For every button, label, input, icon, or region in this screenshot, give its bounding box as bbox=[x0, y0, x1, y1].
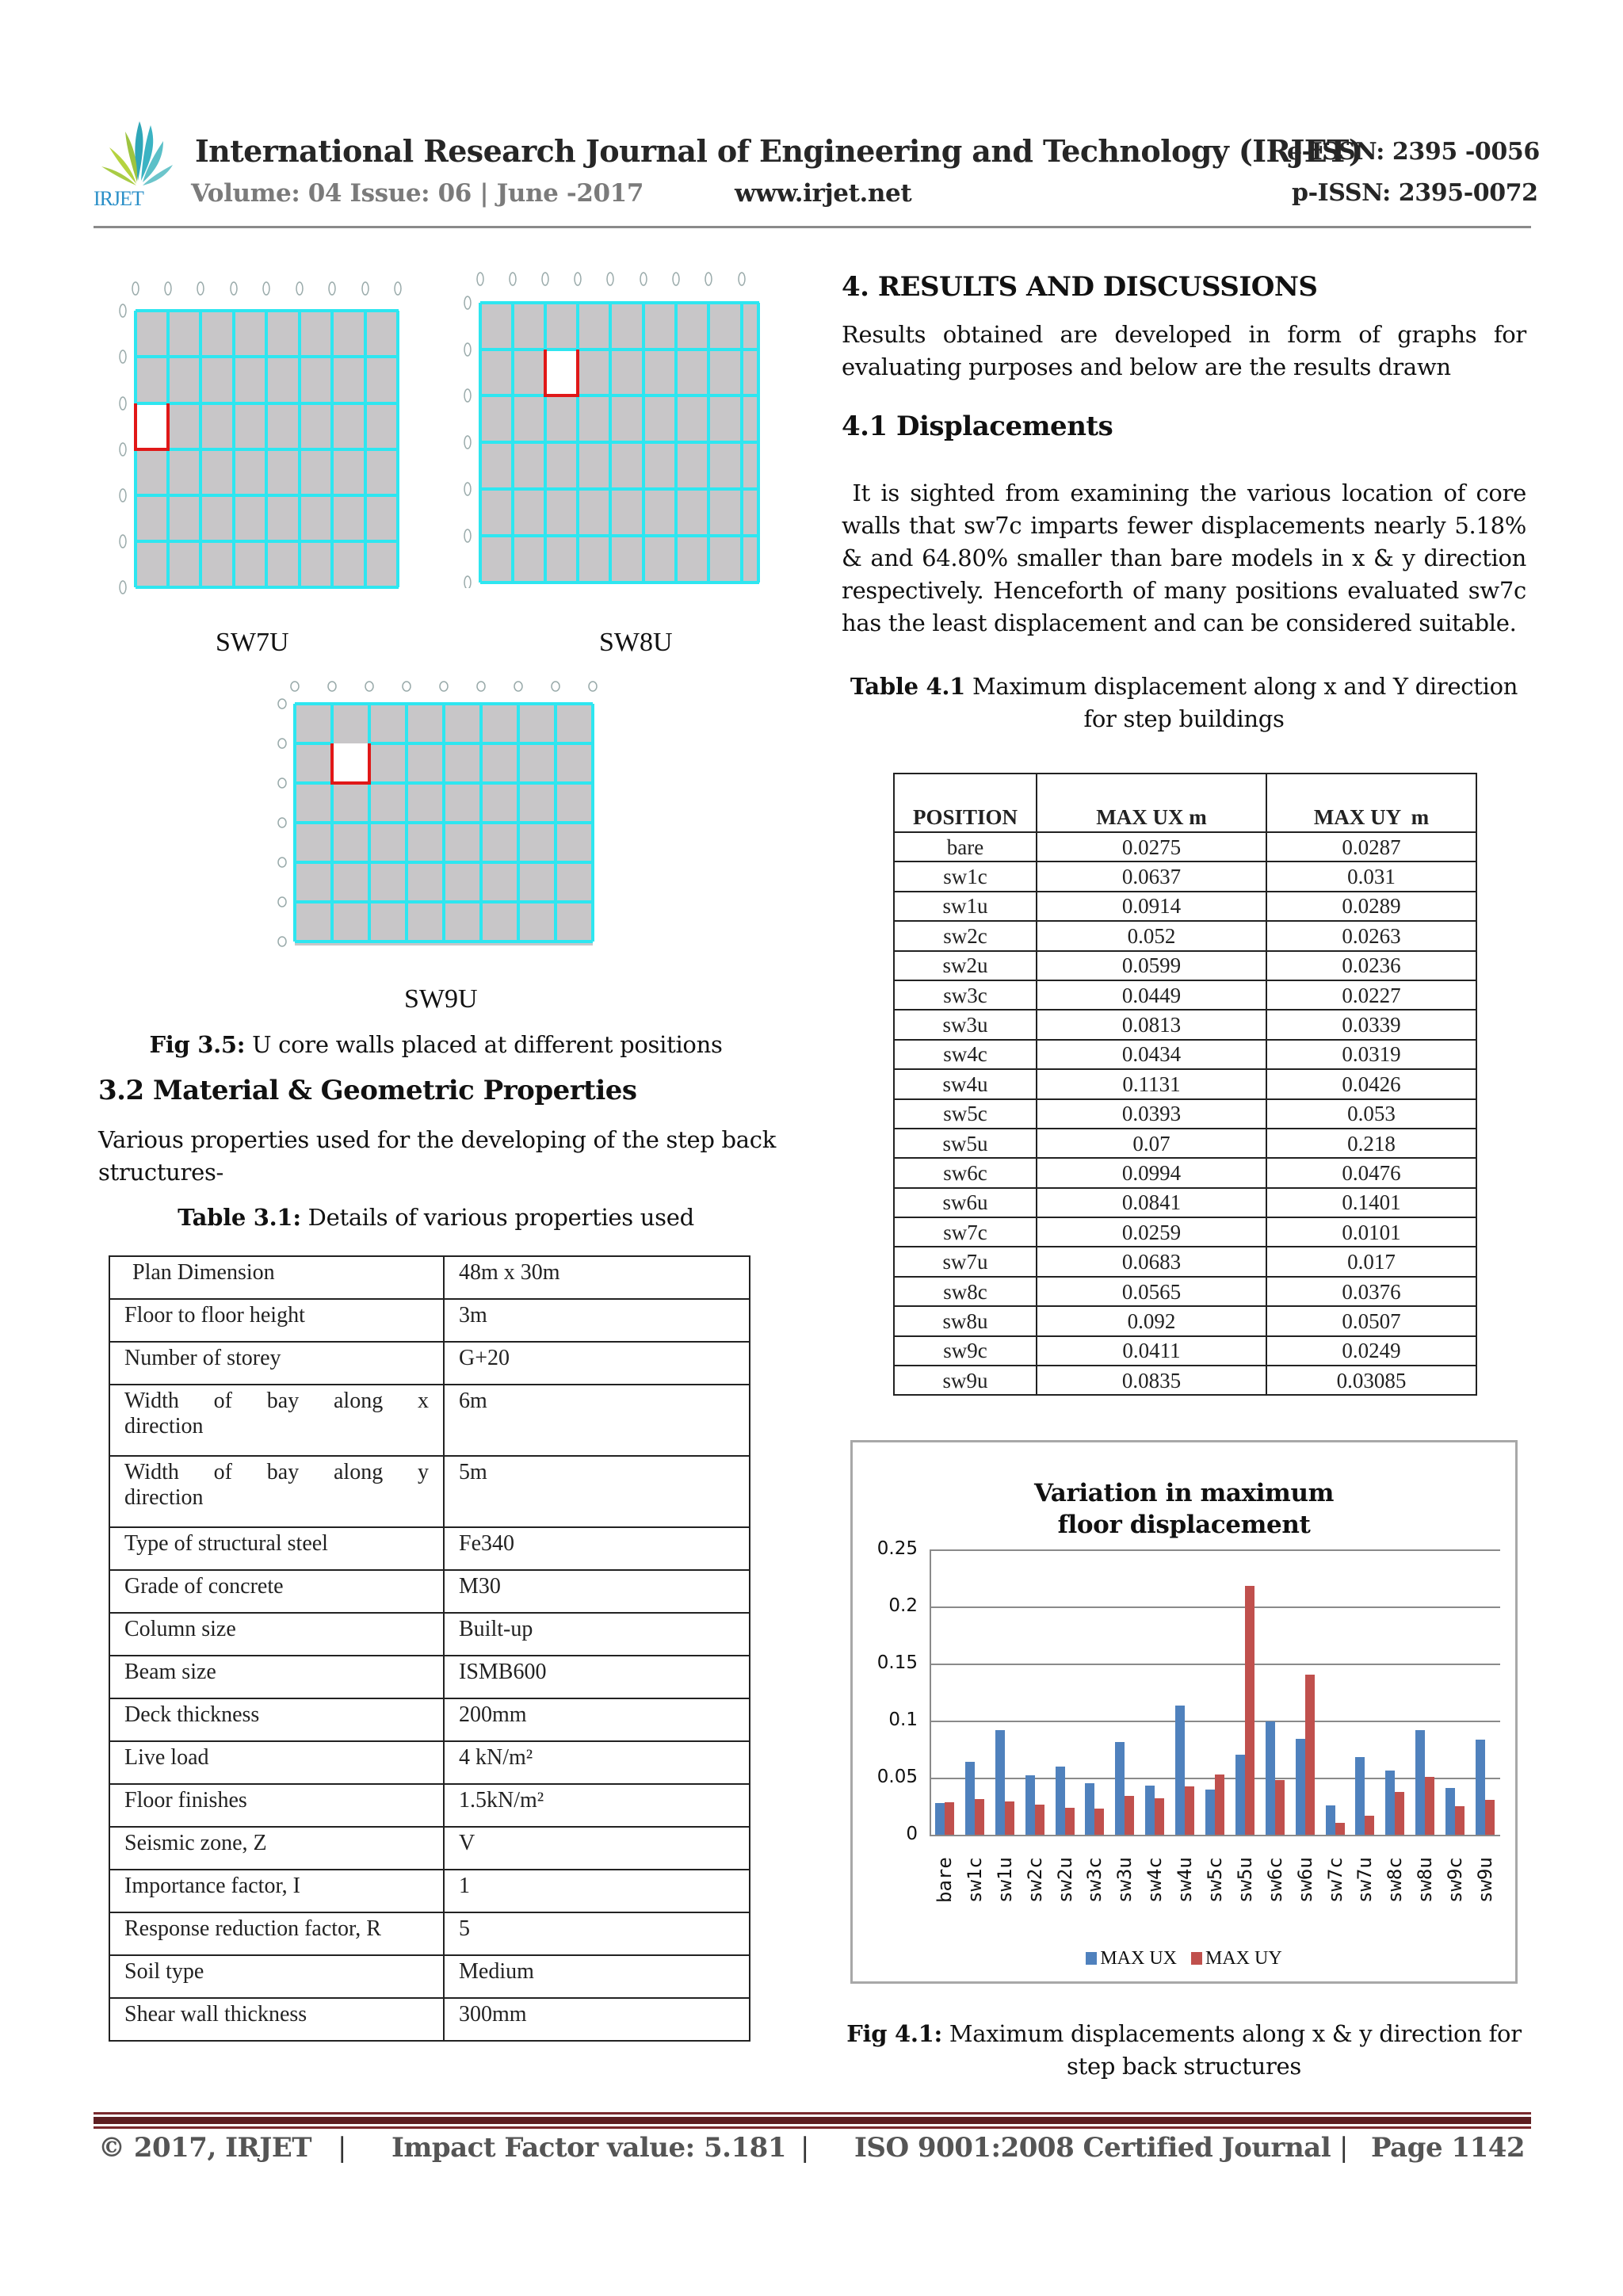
table-row bbox=[109, 1342, 750, 1385]
x-tick-label: sw4u bbox=[1174, 1857, 1197, 1903]
property-name: Width of bay along y direction bbox=[109, 1456, 444, 1527]
footer-copyright: © 2017, IRJET bbox=[98, 2132, 312, 2164]
footer-rule bbox=[94, 2112, 1531, 2115]
property-value: 200mm bbox=[444, 1698, 750, 1741]
bar-max-ux-bare bbox=[935, 1803, 945, 1835]
cell-max-uy: 0.218 bbox=[1266, 1129, 1476, 1158]
x-tick-label: bare bbox=[933, 1857, 956, 1903]
y-tick-label: 0.2 bbox=[888, 1595, 918, 1616]
plan-grid-sw9u bbox=[276, 678, 601, 956]
property-name: Soil type bbox=[109, 1955, 444, 1998]
table-row bbox=[109, 1998, 750, 2041]
volume-issue: Volume: 04 Issue: 06 | June -2017 bbox=[191, 179, 644, 208]
cell-position: sw6u bbox=[894, 1188, 1037, 1217]
bar-max-ux-sw6c bbox=[1266, 1721, 1275, 1835]
section-4-body: Results obtained are developed in form of graphs for evaluating purposes and below are the results drawn bbox=[842, 321, 1526, 380]
y-tick-label: 0.1 bbox=[888, 1710, 918, 1730]
property-name: Deck thickness bbox=[109, 1698, 444, 1741]
y-tick-label: 0.05 bbox=[876, 1767, 918, 1787]
cell-max-ux: 0.0599 bbox=[1037, 951, 1266, 980]
table-row bbox=[894, 1247, 1476, 1276]
cell-max-uy: 0.0227 bbox=[1266, 980, 1476, 1010]
property-name: Beam size bbox=[109, 1656, 444, 1698]
property-value: Medium bbox=[444, 1955, 750, 1998]
fig-3-5-caption bbox=[95, 1029, 777, 1061]
footer-page-number: Page 1142 bbox=[1371, 2132, 1526, 2164]
bar-max-uy-sw5u bbox=[1245, 1586, 1254, 1835]
property-name: Seismic zone, Z bbox=[109, 1827, 444, 1870]
cell-max-ux: 0.0434 bbox=[1037, 1040, 1266, 1069]
website-link[interactable]: www.irjet.net bbox=[735, 179, 912, 208]
bar-max-ux-sw1u bbox=[995, 1730, 1005, 1835]
x-tick-label: sw4c bbox=[1144, 1857, 1167, 1903]
bar-max-ux-sw5u bbox=[1235, 1755, 1245, 1835]
cell-max-uy: 0.017 bbox=[1266, 1247, 1476, 1276]
property-name: Type of structural steel bbox=[109, 1527, 444, 1570]
bar-max-uy-sw5c bbox=[1215, 1775, 1224, 1835]
e-issn: e-ISSN: 2395 -0056 bbox=[1287, 138, 1540, 166]
table-row bbox=[109, 1256, 750, 1299]
property-value: 1.5kN/m² bbox=[444, 1784, 750, 1827]
x-tick-label: sw5c bbox=[1204, 1857, 1226, 1903]
caption-text: U core walls placed at different positions bbox=[245, 1031, 723, 1058]
irjet-logo bbox=[94, 117, 181, 211]
table-3-1-caption bbox=[95, 1201, 777, 1234]
property-value: 5m bbox=[444, 1456, 750, 1527]
bar-max-ux-sw9u bbox=[1476, 1740, 1485, 1835]
cell-position: sw3u bbox=[894, 1010, 1037, 1039]
cell-position: sw9c bbox=[894, 1336, 1037, 1366]
bar-max-uy-sw3u bbox=[1125, 1796, 1134, 1835]
table-row bbox=[894, 1158, 1476, 1187]
table-row bbox=[894, 921, 1476, 950]
p-issn: p-ISSN: 2395-0072 bbox=[1292, 179, 1538, 207]
cell-position: sw8u bbox=[894, 1306, 1037, 1335]
properties-table bbox=[109, 1255, 750, 2042]
caption-label: Table 4.1 bbox=[850, 673, 966, 700]
table-header-row bbox=[894, 774, 1476, 832]
cell-position: bare bbox=[894, 832, 1037, 861]
cell-position: sw1c bbox=[894, 861, 1037, 891]
cell-max-ux: 0.0275 bbox=[1037, 832, 1266, 861]
x-tick-label: sw9c bbox=[1444, 1857, 1467, 1903]
plan-sw7u bbox=[115, 279, 416, 596]
legend-label: MAX UY bbox=[1205, 1948, 1282, 1969]
header-divider bbox=[94, 226, 1531, 228]
caption-text: Details of various properties used bbox=[300, 1204, 694, 1231]
footer-separator: | bbox=[1339, 2132, 1348, 2164]
displacement-table bbox=[893, 773, 1477, 1396]
col-header-max-ux: MAX UX m bbox=[1037, 774, 1266, 832]
y-tick-label: 0.15 bbox=[876, 1652, 918, 1673]
legend-swatch-icon bbox=[1086, 1952, 1097, 1965]
cell-position: sw8c bbox=[894, 1277, 1037, 1306]
cell-max-ux: 0.0914 bbox=[1037, 892, 1266, 921]
table-row bbox=[894, 980, 1476, 1010]
cell-max-ux: 0.0683 bbox=[1037, 1247, 1266, 1276]
bar-max-uy-sw2c bbox=[1035, 1805, 1044, 1835]
property-name: Width of bay along x direction bbox=[109, 1385, 444, 1456]
col-header-position: POSITION bbox=[894, 774, 1037, 832]
bar-max-uy-sw1c bbox=[975, 1799, 984, 1835]
plan-label-sw7u: SW7U bbox=[216, 628, 289, 657]
footer-rule bbox=[94, 2126, 1531, 2129]
journal-title: International Research Journal of Engineering and Technology (IRJET) bbox=[195, 133, 1363, 169]
table-row bbox=[109, 1299, 750, 1342]
footer-iso: ISO 9001:2008 Certified Journal bbox=[854, 2132, 1331, 2164]
property-value: 1 bbox=[444, 1870, 750, 1912]
cell-max-uy: 0.0426 bbox=[1266, 1069, 1476, 1098]
table-row bbox=[894, 1217, 1476, 1247]
cell-max-ux: 0.092 bbox=[1037, 1306, 1266, 1335]
bar-max-ux-sw3c bbox=[1085, 1783, 1094, 1835]
bar-max-uy-sw8c bbox=[1395, 1792, 1404, 1835]
x-tick-label: sw7u bbox=[1354, 1857, 1377, 1903]
bar-max-uy-sw7c bbox=[1335, 1823, 1345, 1835]
x-tick-label: sw1u bbox=[993, 1857, 1016, 1903]
bar-max-ux-sw4c bbox=[1145, 1786, 1155, 1835]
bar-max-uy-sw8u bbox=[1425, 1777, 1434, 1835]
table-row bbox=[894, 1277, 1476, 1306]
x-tick-label: sw8c bbox=[1384, 1857, 1407, 1903]
cell-max-uy: 0.0287 bbox=[1266, 832, 1476, 861]
table-row bbox=[109, 1385, 750, 1456]
x-tick-label: sw8u bbox=[1414, 1857, 1437, 1903]
x-tick-label: sw2u bbox=[1053, 1857, 1076, 1903]
x-tick-label: sw6u bbox=[1293, 1857, 1316, 1903]
table-row bbox=[109, 1955, 750, 1998]
table-row bbox=[109, 1698, 750, 1741]
plan-sw9u bbox=[276, 678, 601, 956]
caption-text: Maximum displacements along x & y direction for step back structures bbox=[941, 2020, 1522, 2080]
property-name: Grade of concrete bbox=[109, 1570, 444, 1613]
bar-max-uy-bare bbox=[945, 1802, 954, 1835]
property-value: Built-up bbox=[444, 1613, 750, 1656]
cell-max-uy: 0.0376 bbox=[1266, 1277, 1476, 1306]
x-tick-label: sw3c bbox=[1083, 1857, 1106, 1903]
table-row bbox=[109, 1656, 750, 1698]
cell-max-uy: 0.031 bbox=[1266, 861, 1476, 891]
plan-grid-sw8u bbox=[460, 271, 761, 588]
bar-max-ux-sw7u bbox=[1355, 1757, 1365, 1835]
cell-max-uy: 0.0507 bbox=[1266, 1306, 1476, 1335]
bar-max-ux-sw5c bbox=[1205, 1790, 1215, 1835]
legend-item-max-uy bbox=[1191, 1948, 1282, 1969]
cell-max-ux: 0.0841 bbox=[1037, 1188, 1266, 1217]
table-row bbox=[109, 1456, 750, 1527]
chart-title-text: Variation in maximum floor displacement bbox=[1034, 1479, 1334, 1539]
cell-max-ux: 0.0449 bbox=[1037, 980, 1266, 1010]
x-tick-label: sw6c bbox=[1263, 1857, 1286, 1903]
cell-max-uy: 0.0263 bbox=[1266, 921, 1476, 950]
cell-position: sw2c bbox=[894, 921, 1037, 950]
bar-max-ux-sw7c bbox=[1326, 1805, 1335, 1835]
footer-rule bbox=[94, 2117, 1531, 2124]
table-row bbox=[109, 1570, 750, 1613]
cell-position: sw1u bbox=[894, 892, 1037, 921]
x-tick-label: sw9u bbox=[1474, 1857, 1497, 1903]
gridline bbox=[930, 1835, 1500, 1836]
bar-max-ux-sw3u bbox=[1115, 1742, 1125, 1835]
x-tick-label: sw1c bbox=[963, 1857, 986, 1903]
cell-position: sw9u bbox=[894, 1366, 1037, 1395]
cell-position: sw5u bbox=[894, 1129, 1037, 1158]
plan-sw8u bbox=[460, 271, 761, 588]
table-row bbox=[109, 1613, 750, 1656]
property-value: V bbox=[444, 1827, 750, 1870]
bar-max-uy-sw4c bbox=[1155, 1798, 1164, 1835]
legend-label: MAX UX bbox=[1100, 1948, 1177, 1969]
cell-max-uy: 0.0339 bbox=[1266, 1010, 1476, 1039]
table-row bbox=[894, 1010, 1476, 1039]
bar-max-uy-sw4u bbox=[1185, 1786, 1194, 1835]
cell-max-uy: 0.0236 bbox=[1266, 951, 1476, 980]
cell-position: sw7u bbox=[894, 1247, 1037, 1276]
footer-impact-factor: Impact Factor value: 5.181 bbox=[391, 2132, 786, 2164]
cell-max-uy: 0.0476 bbox=[1266, 1158, 1476, 1187]
cell-max-uy: 0.03085 bbox=[1266, 1366, 1476, 1395]
bar-max-ux-sw9c bbox=[1445, 1788, 1455, 1835]
y-tick-label: 0 bbox=[906, 1824, 918, 1844]
section-3-2-body: Various properties used for the developing of the step back structures- bbox=[98, 1126, 776, 1186]
cell-max-ux: 0.07 bbox=[1037, 1129, 1266, 1158]
cell-max-ux: 0.1131 bbox=[1037, 1069, 1266, 1098]
property-value: 5 bbox=[444, 1912, 750, 1955]
cell-max-ux: 0.052 bbox=[1037, 921, 1266, 950]
caption-label: Table 3.1: bbox=[178, 1204, 301, 1231]
property-value: 4 kN/m² bbox=[444, 1741, 750, 1784]
footer-separator: | bbox=[338, 2132, 346, 2164]
section-4-1-body: It is sighted from examining the various location of core walls that sw7c imparts fewer displacements nearly 5.18% & and 64.80% smaller than bare models in x & y direction respectively. Henceforth of many positions evaluated sw7c has the least displacement and can be considered suitable. bbox=[842, 479, 1533, 636]
cell-max-ux: 0.0813 bbox=[1037, 1010, 1266, 1039]
cell-max-ux: 0.0259 bbox=[1037, 1217, 1266, 1247]
table-row bbox=[894, 1040, 1476, 1069]
cell-max-uy: 0.1401 bbox=[1266, 1188, 1476, 1217]
table-row bbox=[109, 1527, 750, 1570]
chart-title bbox=[853, 1477, 1515, 1541]
bar-max-uy-sw7u bbox=[1365, 1816, 1374, 1835]
cell-position: sw4c bbox=[894, 1040, 1037, 1069]
property-value: G+20 bbox=[444, 1342, 750, 1385]
bar-max-uy-sw6c bbox=[1275, 1780, 1285, 1835]
displacement-bar-chart bbox=[850, 1440, 1518, 1984]
cell-max-uy: 0.0319 bbox=[1266, 1040, 1476, 1069]
property-value: M30 bbox=[444, 1570, 750, 1613]
cell-max-uy: 0.053 bbox=[1266, 1099, 1476, 1129]
section-3-2-heading: 3.2 Material & Geometric Properties bbox=[98, 1075, 637, 1106]
caption-label: Fig 4.1: bbox=[846, 2020, 942, 2047]
x-tick-label: sw3u bbox=[1113, 1857, 1136, 1903]
plan-label-sw9u: SW9U bbox=[404, 984, 478, 1014]
plan-grid-sw7u bbox=[115, 279, 416, 596]
legend-swatch-icon bbox=[1191, 1952, 1202, 1965]
table-row bbox=[894, 1366, 1476, 1395]
caption-label: Fig 3.5: bbox=[149, 1031, 246, 1058]
cell-max-ux: 0.0994 bbox=[1037, 1158, 1266, 1187]
bar-max-ux-sw2c bbox=[1025, 1775, 1035, 1835]
property-name: Live load bbox=[109, 1741, 444, 1784]
bars-area bbox=[930, 1549, 1500, 1835]
property-name: Shear wall thickness bbox=[109, 1998, 444, 2041]
property-value: 6m bbox=[444, 1385, 750, 1456]
legend-item-max-ux bbox=[1086, 1948, 1177, 1969]
cell-position: sw4u bbox=[894, 1069, 1037, 1098]
y-tick-label: 0.25 bbox=[876, 1538, 918, 1559]
cell-position: sw2u bbox=[894, 951, 1037, 980]
cell-position: sw5c bbox=[894, 1099, 1037, 1129]
property-value: ISMB600 bbox=[444, 1656, 750, 1698]
cell-position: sw6c bbox=[894, 1158, 1037, 1187]
x-tick-label: sw2c bbox=[1023, 1857, 1046, 1903]
property-value: 48m x 30m bbox=[444, 1256, 750, 1299]
cell-max-uy: 0.0101 bbox=[1266, 1217, 1476, 1247]
bar-max-ux-sw6u bbox=[1296, 1739, 1305, 1835]
bar-max-uy-sw9u bbox=[1485, 1800, 1495, 1835]
table-row bbox=[894, 1188, 1476, 1217]
table-4-1-caption bbox=[842, 670, 1526, 735]
property-name: Number of storey bbox=[109, 1342, 444, 1385]
table-row bbox=[894, 1336, 1476, 1366]
table-row bbox=[109, 1784, 750, 1827]
property-value: 300mm bbox=[444, 1998, 750, 2041]
property-name: Importance factor, I bbox=[109, 1870, 444, 1912]
table-row bbox=[109, 1827, 750, 1870]
bar-max-uy-sw6u bbox=[1305, 1675, 1315, 1835]
plan-label-sw8u: SW8U bbox=[599, 628, 673, 657]
caption-text: Maximum displacement along x and Y direction for step buildings bbox=[965, 673, 1518, 732]
table-row bbox=[109, 1870, 750, 1912]
bar-max-ux-sw2u bbox=[1056, 1767, 1065, 1835]
property-name: Response reduction factor, R bbox=[109, 1912, 444, 1955]
cell-max-uy: 0.0249 bbox=[1266, 1336, 1476, 1366]
table-row bbox=[894, 861, 1476, 891]
logo-text: IRJET bbox=[94, 187, 143, 210]
property-value: 3m bbox=[444, 1299, 750, 1342]
table-row bbox=[894, 832, 1476, 861]
cell-max-ux: 0.0637 bbox=[1037, 861, 1266, 891]
table-row bbox=[894, 1129, 1476, 1158]
table-row bbox=[109, 1912, 750, 1955]
cell-max-ux: 0.0835 bbox=[1037, 1366, 1266, 1395]
property-name: Floor to floor height bbox=[109, 1299, 444, 1342]
bar-max-ux-sw1c bbox=[965, 1762, 975, 1835]
cell-max-ux: 0.0393 bbox=[1037, 1099, 1266, 1129]
property-value: Fe340 bbox=[444, 1527, 750, 1570]
property-name: Column size bbox=[109, 1613, 444, 1656]
bar-max-ux-sw4u bbox=[1175, 1706, 1185, 1835]
bar-max-uy-sw9c bbox=[1455, 1806, 1465, 1835]
bar-max-uy-sw2u bbox=[1065, 1808, 1075, 1835]
col-header-max-uy: MAX UY m bbox=[1266, 774, 1476, 832]
table-row bbox=[894, 892, 1476, 921]
cell-position: sw7c bbox=[894, 1217, 1037, 1247]
section-4-1-heading: 4.1 Displacements bbox=[842, 411, 1113, 442]
property-name: Plan Dimension bbox=[109, 1256, 444, 1299]
cell-position: sw3c bbox=[894, 980, 1037, 1010]
table-row bbox=[894, 1069, 1476, 1098]
table-row bbox=[894, 1306, 1476, 1335]
bar-max-uy-sw3c bbox=[1094, 1809, 1104, 1835]
table-row bbox=[109, 1741, 750, 1784]
fig-4-1-caption bbox=[842, 2018, 1526, 2083]
table-row bbox=[894, 1099, 1476, 1129]
chart-legend bbox=[853, 1948, 1515, 1969]
bar-max-ux-sw8c bbox=[1385, 1771, 1395, 1835]
bar-max-ux-sw8u bbox=[1415, 1730, 1425, 1835]
cell-max-ux: 0.0565 bbox=[1037, 1277, 1266, 1306]
cell-max-ux: 0.0411 bbox=[1037, 1336, 1266, 1366]
table-row bbox=[894, 951, 1476, 980]
section-4-heading: 4. RESULTS AND DISCUSSIONS bbox=[842, 271, 1318, 303]
property-name: Floor finishes bbox=[109, 1784, 444, 1827]
leaf-logo-icon bbox=[94, 117, 181, 189]
footer-separator: | bbox=[800, 2132, 809, 2164]
bar-max-uy-sw1u bbox=[1005, 1801, 1014, 1835]
x-tick-label: sw7c bbox=[1323, 1857, 1346, 1903]
cell-max-uy: 0.0289 bbox=[1266, 892, 1476, 921]
x-tick-label: sw5u bbox=[1233, 1857, 1256, 1903]
